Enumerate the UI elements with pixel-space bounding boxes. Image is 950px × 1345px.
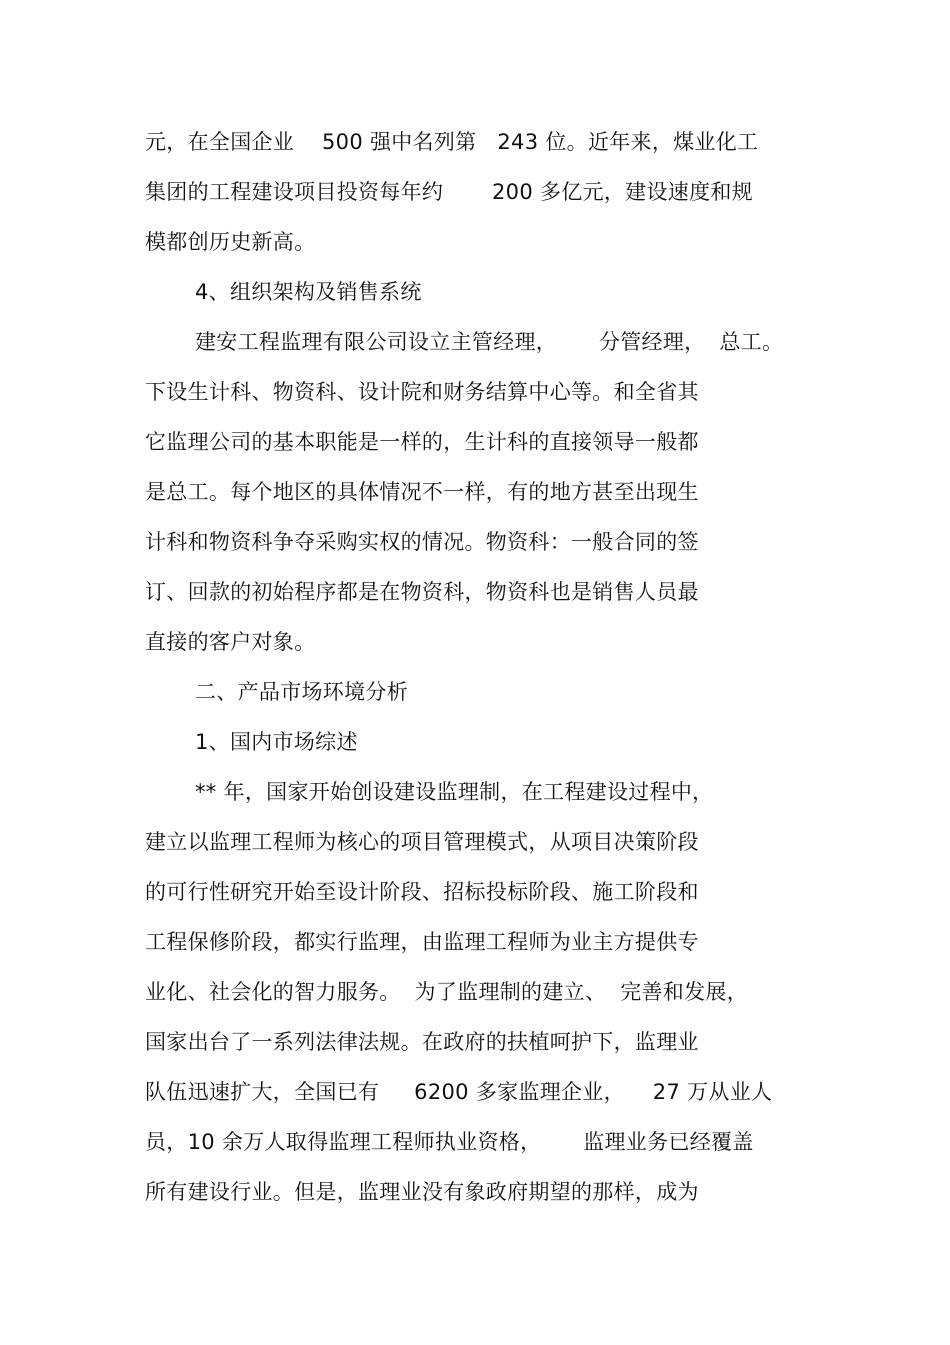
- text-line-15: 建立以监理工程师为核心的项目管理模式，从项目决策阶段: [145, 830, 699, 854]
- text-line-3: 模都创历史新高。: [145, 230, 316, 254]
- text-line-7: 它监理公司的基本职能是一样的，生计科的直接领导一般都: [145, 430, 699, 454]
- text-line-14: ** 年，国家开始创设建设监理制，在工程建设过程中，: [195, 780, 714, 804]
- text-line-16: 的可行性研究开始至设计阶段、招标投标阶段、施工阶段和: [145, 880, 699, 904]
- text-line-6: 下设生计科、物资科、设计院和财务结算中心等。和全省其: [145, 380, 699, 404]
- text-line-8: 是总工。每个地区的具体情况不一样，有的地方甚至出现生: [145, 480, 699, 504]
- text-line-17: 工程保修阶段，都实行监理，由监理工程师为业主方提供专: [145, 930, 699, 954]
- section-heading-organization: 4、组织架构及销售系统: [195, 280, 422, 304]
- text-line-19: 国家出台了一系列法律法规。在政府的扶植呵护下，监理业: [145, 1030, 699, 1054]
- text-line-18: 业化、社会化的智力服务。 为了监理制的建立、 完善和发展，: [145, 980, 748, 1004]
- section-heading-market-analysis: 二、产品市场环境分析: [195, 680, 408, 704]
- text-line-5: 建安工程监理有限公司设立主管经理， 分管经理， 总工。: [195, 330, 784, 354]
- text-line-22: 所有建设行业。但是，监理业没有象政府期望的那样，成为: [145, 1180, 699, 1204]
- text-line-20: 队伍迅速扩大，全国已有 6200 多家监理企业， 27 万从业人: [145, 1080, 773, 1104]
- text-line-2: 集团的工程建设项目投资每年约 200 多亿元，建设速度和规: [145, 180, 753, 204]
- text-line-9: 计科和物资科争夺采购实权的情况。物资科：一般合同的签: [145, 530, 699, 554]
- text-line-11: 直接的客户对象。: [145, 630, 316, 654]
- text-line-1: 元，在全国企业 500 强中名列第 243 位。近年来，煤业化工: [145, 130, 759, 154]
- text-line-10: 订、回款的初始程序都是在物资科，物资科也是销售人员最: [145, 580, 699, 604]
- section-heading-domestic-market: 1、国内市场综述: [195, 730, 358, 754]
- text-line-21: 员，10 余万人取得监理工程师执业资格， 监理业务已经覆盖: [145, 1130, 754, 1154]
